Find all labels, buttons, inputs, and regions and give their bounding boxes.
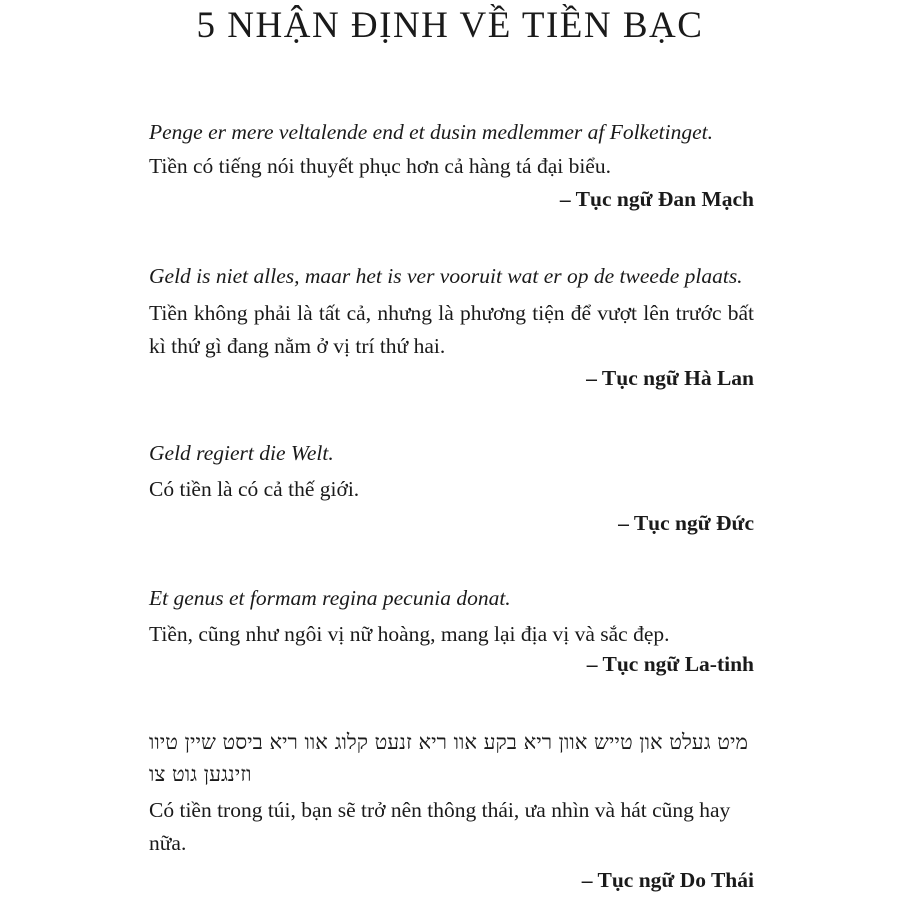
quote-original: מיט געלט און טייש אוון ריא בקע אוו ריא זנעט קלוג אוו ריא ביסט שיין טיוו וזינגען גוט צו	[149, 730, 748, 786]
quote-translation: Tiền có tiếng nói thuyết phục hơn cả hàng tá đại biểu.	[149, 154, 611, 178]
quote-translation: Có tiền trong túi, bạn sẽ trở nên thông thái, ưa nhìn và hát cũng hay nữa.	[149, 798, 731, 855]
quote-attribution: – Tục ngữ Do Thái	[581, 868, 754, 892]
quote-dutch	[149, 260, 754, 391]
page-title: 5 NHẬN ĐỊNH VỀ TIỀN BẠC	[196, 5, 704, 46]
quote-attribution: – Tục ngữ La-tinh	[586, 652, 754, 676]
quote-yiddish	[149, 726, 754, 893]
quote-attribution: – Tục ngữ Hà Lan	[586, 366, 754, 390]
quote-german	[149, 437, 754, 536]
quote-attribution: – Tục ngữ Đan Mạch	[559, 187, 754, 211]
quote-original: Et genus et formam regina pecunia donat.	[149, 586, 511, 610]
quote-translation: Tiền không phải là tất cả, nhưng là phương tiện để vượt lên trước bất kì thứ gì đang nằm ở vị trí thứ hai.	[149, 301, 754, 358]
quote-original: Geld regiert die Welt.	[149, 441, 334, 465]
quote-latin	[149, 582, 754, 677]
quote-original: Penge er mere veltalende end et dusin medlemmer af Folketinget.	[149, 120, 713, 144]
quote-danish	[149, 116, 754, 212]
quote-original: Geld is niet alles, maar het is ver vooruit wat er op de tweede plaats.	[149, 264, 743, 288]
quote-translation: Tiền, cũng như ngôi vị nữ hoàng, mang lại địa vị và sắc đẹp.	[149, 622, 670, 646]
quote-attribution: – Tục ngữ Đức	[618, 511, 754, 535]
quote-translation: Có tiền là có cả thế giới.	[149, 477, 360, 501]
